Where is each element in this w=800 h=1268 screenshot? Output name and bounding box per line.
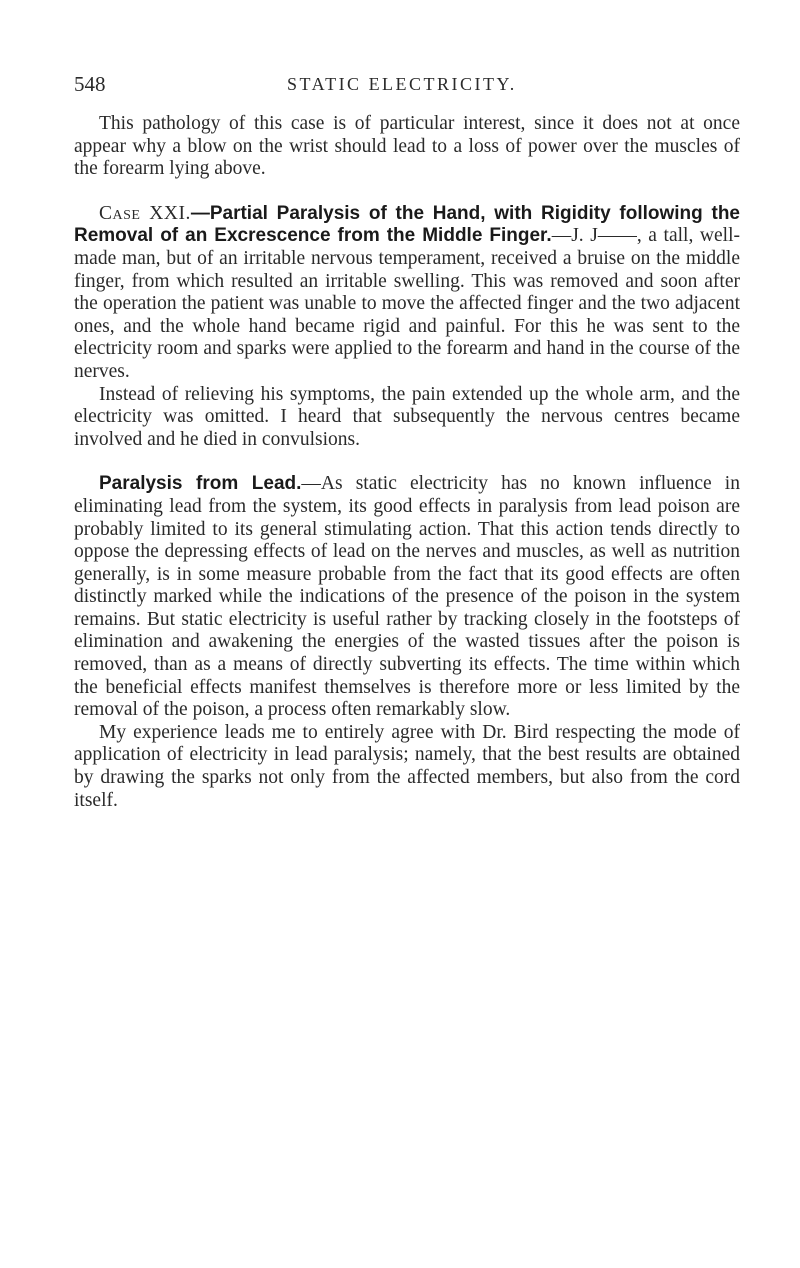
paragraph-lead-paralysis — [74, 473, 740, 722]
paragraph-text: This pathology of this case is of particular interest, since it does not at once appear why a blow on the wrist should lead to a loss of power over the muscles of the forearm lying above. — [74, 113, 740, 180]
running-head — [74, 72, 734, 102]
paragraph-text: Instead of relieving his symptoms, the pain extended up the whole arm, and the electricity was omitted. I heard that subsequently the nervous centres became involved and he died in convulsions. — [74, 383, 740, 450]
page-number: 548 — [74, 72, 106, 96]
paragraph-text: My experience leads me to entirely agree with Dr. Bird respecting the mode of application of electricity in lead paralysis; namely, that the best results are obtained by drawing the sparks not only from the affected members, but also from the cord itself. — [74, 721, 740, 811]
paragraph-text: —J. J——, a tall, well-made man, but of an irritable nervous temperament, received a bruise on the middle finger, from which resulted an irritable swelling. This was removed and soon after the operation the patient was unable to move the affected finger and the two adjacent ones, and the whole hand became rigid and painful. For this he was sent to the electricity room and sparks were applied to the forearm and hand in the course of the nerves. — [74, 225, 741, 382]
paragraph-text: —As static electricity has no known influence in eliminating lead from the system, its good effects in paralysis from lead poison are probably limited to its general stimulating action. That this action tends directly to oppose the depressing effects of lead on the nerves and muscles, as well as nutrition generally, is in some measure probable from the fact that its good effects are often distinctly marked while the indications of the presence of the poison in the system remains. But static electricity is useful rather by tracking closely in the footsteps of elimination and awakening the energies of the wasted tissues after the poison is removed, than as a means of directly subverting its effects. The time within which the beneficial effects manifest themselves is therefore more or less limited by the removal of the poison, a process often remarkably slow. — [74, 473, 740, 721]
paragraph-case-xxi — [74, 203, 740, 384]
section-heading: Paralysis from Lead. — [99, 473, 302, 495]
running-title: STATIC ELECTRICITY. — [287, 74, 517, 94]
paragraph-experience — [74, 722, 740, 812]
case-heading: —Partial Paralysis of the Hand, with Rigidity following the Removal of an Excrescence from the Middle Finger. — [74, 202, 740, 247]
case-label: Case XXI. — [99, 202, 191, 224]
paragraph-outcome — [74, 384, 740, 452]
paragraph-pathology — [74, 113, 740, 181]
body-text — [74, 113, 740, 812]
